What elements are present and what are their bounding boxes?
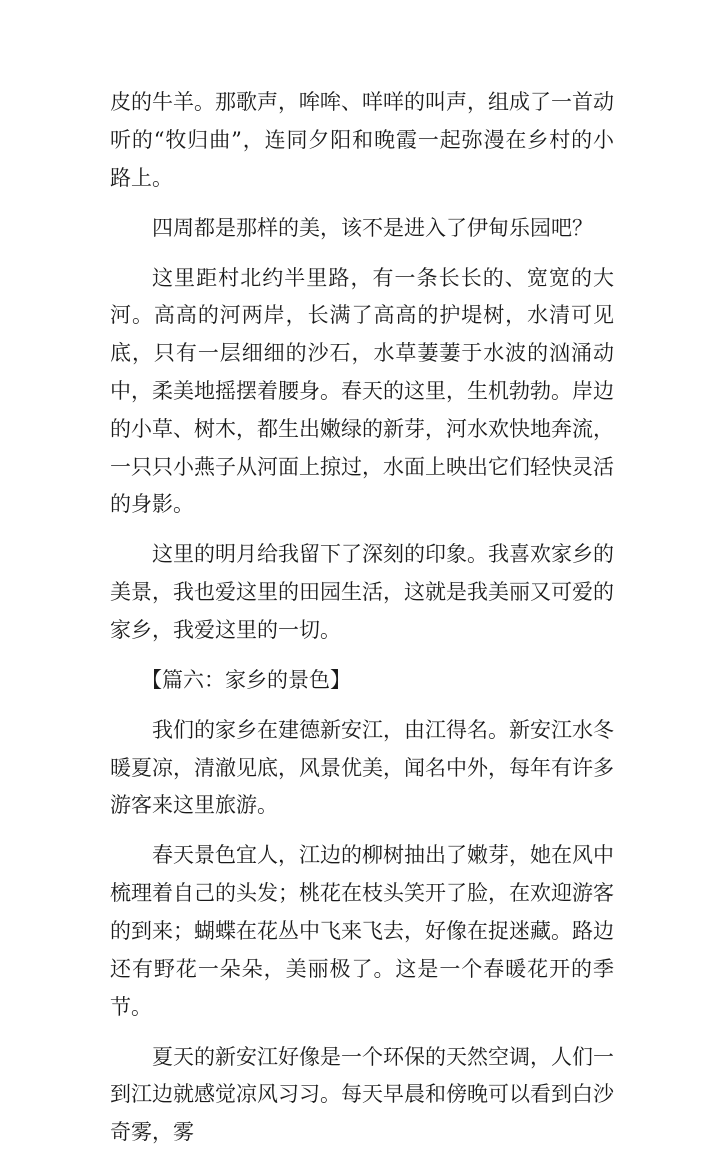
paragraph-4: 这里的明月给我留下了深刻的印象。我喜欢家乡的美景，我也爱这里的田园生活，这就是我美丽又可爱的家乡，我爱这里的一切。: [110, 542, 614, 642]
paragraph-2: 四周都是那样的美，该不是进入了伊甸乐园吧？: [152, 215, 593, 240]
document-body: [110, 84, 614, 1164]
section-heading: 【篇六：家乡的景色】: [141, 667, 351, 692]
paragraph-1: 皮的牛羊。那歌声，哞哞、咩咩的叫声，组成了一首动听的“牧归曲”，连同夕阳和晚霞一起弥漫在乡村的小路上。: [110, 90, 614, 190]
paragraph-7: 夏天的新安江好像是一个环保的天然空调，人们一到江边就感觉凉风习习。每天早晨和傍晚可以看到白沙奇雾，雾: [110, 1044, 614, 1145]
paragraph-5: 我们的家乡在建德新安江，由江得名。新安江水冬暖夏凉，清澈见底，风景优美，闻名中外，每年有许多游客来这里旅游。: [110, 717, 614, 818]
paragraph-3: 这里距村北约半里路，有一条长长的、宽宽的大河。高高的河两岸，长满了高高的护堤树，水清可见底，只有一层细细的沙石，水草萋萋于水波的汹涌动中，柔美地摇摆着腰身。春天的这里，生机勃勃。岸边的小草、树木，都生出嫩绿的新芽，河水欢快地奔流，一只只小燕子从河面上掠过，水面上映出它们轻快灵活的身影。: [110, 265, 614, 517]
paragraph-6: 春天景色宜人，江边的柳树抽出了嫩芽，她在风中梳理着自己的头发；桃花在枝头笑开了脸，在欢迎游客的到来；蝴蝶在花丛中飞来飞去，好像在捉迷藏。路边还有野花一朵朵，美丽极了。这是一个春暖花开的季节。: [110, 843, 614, 1019]
